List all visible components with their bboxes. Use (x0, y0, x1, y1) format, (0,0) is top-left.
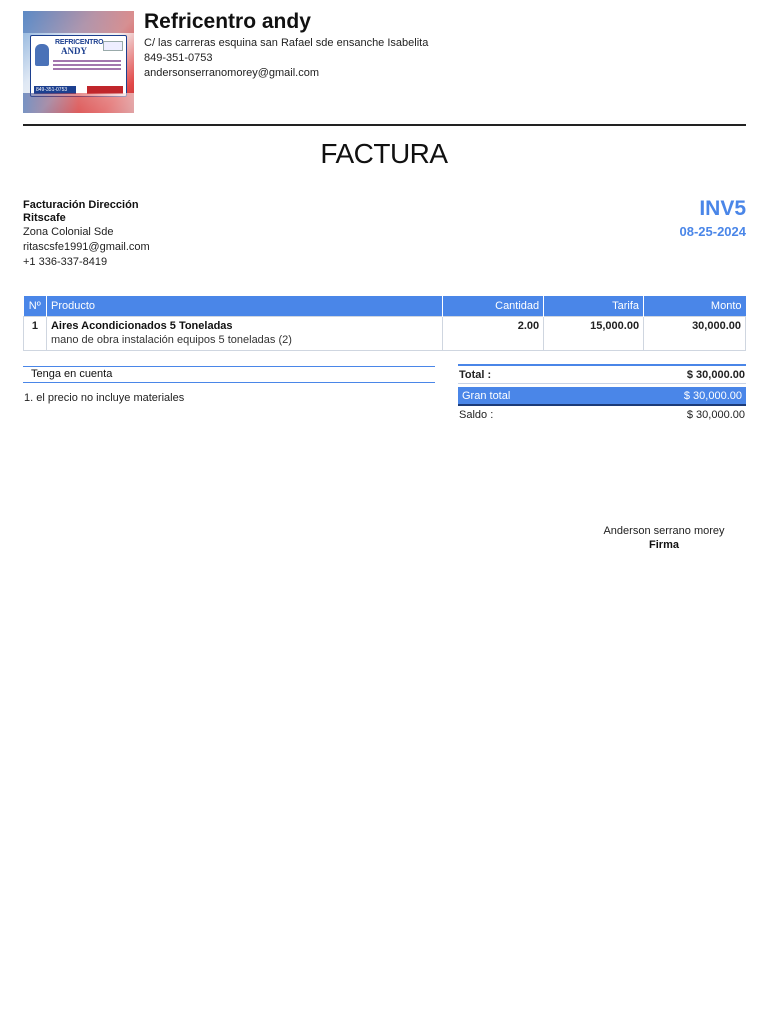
header-quantity: Cantidad (443, 296, 544, 316)
ac-unit-icon (103, 41, 123, 51)
document-title: FACTURA (320, 138, 448, 169)
company-name: Refricentro andy (144, 10, 311, 33)
notes-text: 1. el precio no incluye materiales (24, 392, 185, 404)
signature-label: Firma (649, 539, 679, 551)
signature-name: Anderson serrano morey (603, 525, 725, 537)
header-product: Producto (46, 296, 442, 316)
company-phone: 849-351-0753 (144, 52, 213, 64)
logo-tagline (53, 60, 121, 72)
grand-total-label: Gran total (462, 390, 511, 402)
balance-label: Saldo : (459, 409, 494, 421)
header-rate: Tarifa (544, 296, 644, 316)
company-logo (23, 11, 134, 113)
header-amount: Monto (644, 296, 746, 316)
grand-total-value: $ 30,000.00 (683, 390, 742, 402)
row-quantity: 2.00 (443, 316, 544, 350)
product-description: mano de obra instalación equipos 5 toneladas (2) (50, 333, 292, 346)
billing-phone: +1 336-337-8419 (23, 256, 108, 268)
summary-grand-total (458, 387, 746, 406)
product-name: Aires Acondicionados 5 Toneladas (50, 319, 233, 332)
logo-text-top: REFRICENTRO (55, 39, 104, 46)
company-address: C/ las carreras esquina san Rafael sde ensanche Isabelita (144, 37, 429, 49)
total-value: $ 30,000.00 (686, 369, 745, 381)
logo-text-brand: ANDY (61, 46, 87, 56)
billing-heading: Facturación Dirección (23, 199, 139, 211)
total-label: Total : (459, 369, 492, 381)
row-amount: 30,000.00 (644, 316, 746, 350)
logo-phone: 849-351-0753 (34, 86, 76, 94)
row-product (46, 316, 442, 350)
header-divider (23, 124, 746, 126)
technician-icon (35, 44, 49, 66)
billing-name: Ritscafe (23, 212, 66, 224)
header-no: Nº (24, 296, 47, 316)
logo-banner-top (23, 11, 134, 33)
invoice-date: 08-25-2024 (679, 224, 746, 239)
summary-total (458, 364, 746, 384)
row-number: 1 (24, 316, 47, 350)
logo-banner-bottom (23, 93, 134, 113)
balance-value: $ 30,000.00 (686, 409, 745, 421)
billing-address: Zona Colonial Sde (23, 226, 114, 238)
billing-email: ritascsfe1991@gmail.com (23, 241, 150, 253)
summary-balance (458, 406, 746, 424)
invoice-number: INV5 (699, 197, 746, 220)
table-row (24, 316, 746, 350)
notes-heading: Tenga en cuenta (23, 366, 435, 383)
company-email: andersonserranomorey@gmail.com (144, 67, 320, 79)
items-table (23, 296, 746, 351)
items-header-row (24, 296, 746, 316)
logo-card (30, 35, 127, 97)
row-rate: 15,000.00 (544, 316, 644, 350)
